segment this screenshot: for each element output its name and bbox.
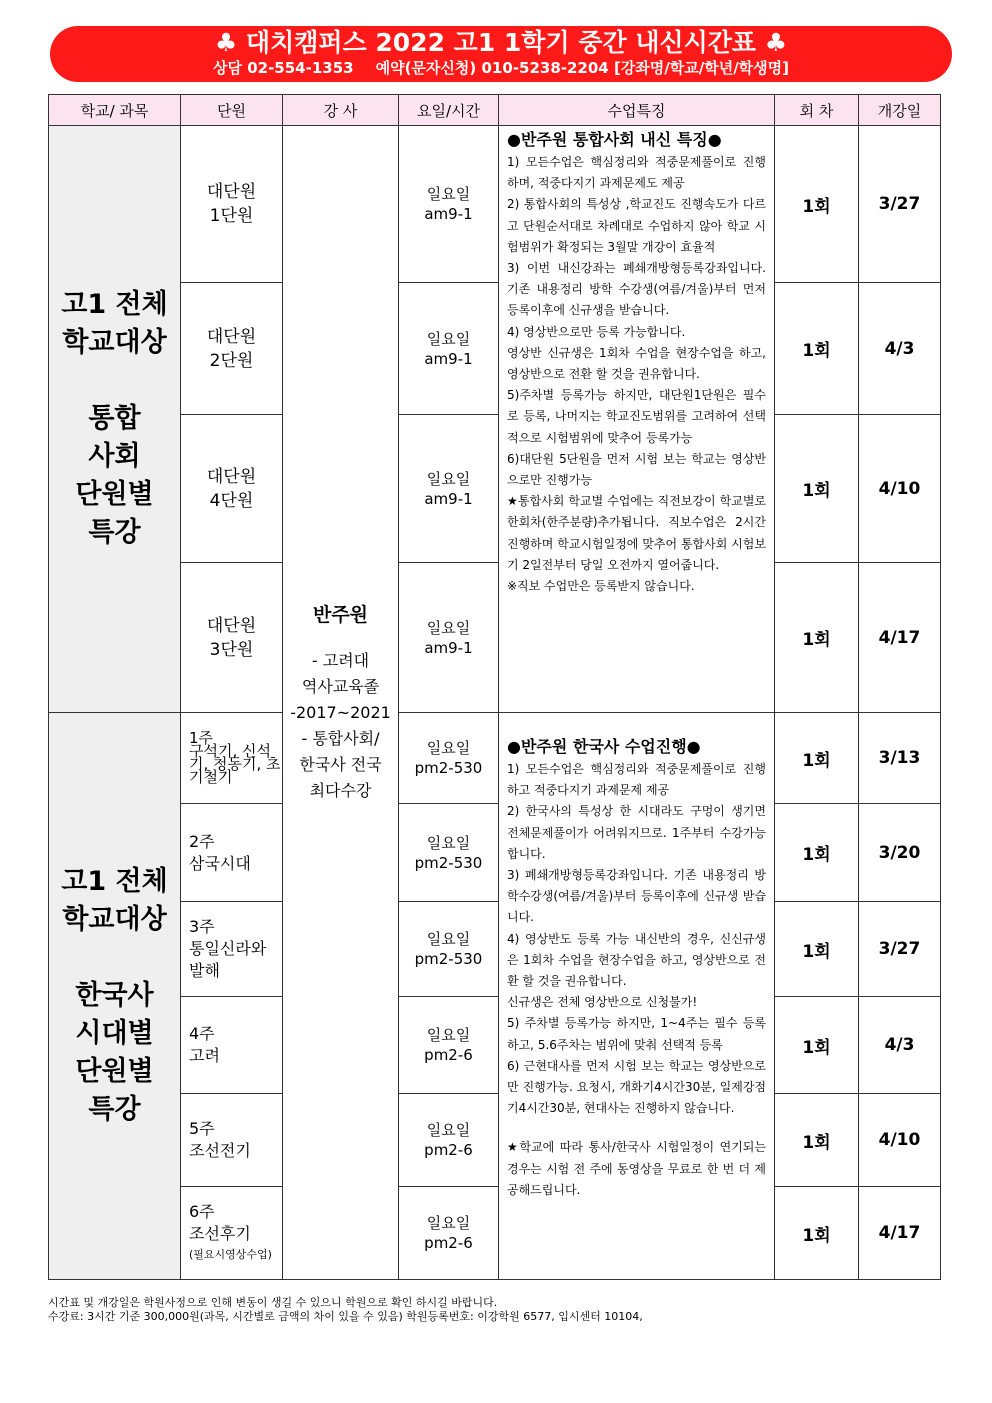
col-header-sessions: 회 차: [775, 95, 859, 126]
title-banner: [50, 26, 952, 82]
footer-line-2: 수강료: 3시간 기준 300,000원(과목, 시간별로 금액의 차이 있을 수 있음) 학원등록번호: 이강학원 6577, 입시센터 10104,: [48, 1310, 643, 1323]
unit-cell: 대단원 4단원: [181, 415, 283, 563]
footer-line-1: 시간표 및 개강일은 학원사정으로 인해 변동이 생길 수 있으니 학원으로 확인 하시길 바랍니다.: [48, 1296, 498, 1309]
session-count: 1회: [775, 713, 859, 804]
week-cell: 2주 삼국시대: [181, 804, 283, 902]
teacher-cell: 반주원 - 고려대 역사교육졸 -2017~2021 - 통합사회/ 한국사 전국 최다수강: [283, 126, 399, 1280]
table-row: [49, 563, 941, 713]
start-date: 3/27: [859, 126, 941, 283]
unit-cell: 대단원 3단원: [181, 563, 283, 713]
feature-title: ●반주원 통합사회 내신 특징●: [507, 130, 722, 149]
teacher-name: 반주원: [312, 603, 369, 626]
week-cell: 5주 조선전기: [181, 1094, 283, 1187]
subject-cell-social: 고1 전체 학교대상 통합 사회 단원별 특강: [49, 126, 181, 713]
table-row: [49, 126, 941, 283]
session-count: 1회: [775, 415, 859, 563]
session-count: 1회: [775, 1187, 859, 1280]
footer-notes: [48, 1296, 643, 1324]
week-cell: 4주 고려: [181, 997, 283, 1094]
unit-cell: 대단원 2단원: [181, 283, 283, 415]
session-count: 1회: [775, 283, 859, 415]
day-time-cell: 일요일 am9-1: [399, 126, 499, 283]
week-cell: 3주 통일신라와 발해: [181, 902, 283, 997]
col-header-start-date: 개강일: [859, 95, 941, 126]
start-date: 4/17: [859, 1187, 941, 1280]
start-date: 3/20: [859, 804, 941, 902]
col-header-unit: 단원: [181, 95, 283, 126]
start-date: 4/10: [859, 1094, 941, 1187]
feature-title: ●반주원 한국사 수업진행●: [507, 737, 701, 756]
col-header-features: 수업특징: [499, 95, 775, 126]
table-row: [49, 415, 941, 563]
table-row: [49, 283, 941, 415]
session-count: 1회: [775, 902, 859, 997]
week-cell: 1주 구석기, 신석기, 청동기, 초기철기: [181, 713, 283, 804]
session-count: 1회: [775, 804, 859, 902]
session-count: 1회: [775, 563, 859, 713]
contact-phone: 상담 02-554-1353: [213, 59, 354, 77]
start-date: 4/17: [859, 563, 941, 713]
day-time-cell: 일요일 pm2-6: [399, 1094, 499, 1187]
col-header-school-subject: 학교/ 과목: [49, 95, 181, 126]
day-time-cell: 일요일 pm2-6: [399, 997, 499, 1094]
start-date: 4/10: [859, 415, 941, 563]
day-time-cell: 일요일 am9-1: [399, 415, 499, 563]
header-row: [49, 95, 941, 126]
unit-cell: 대단원 1단원: [181, 126, 283, 283]
session-count: 1회: [775, 126, 859, 283]
features-cell-history: ●반주원 한국사 수업진행● 1) 모든수업은 핵심정리와 적중문제풀이로 진행하고 적중다지기 과제문제 제공 2) 한국사의 특성상 한 시대라도 구멍이 생기면 전체문제풀이가 어려워지므로. 1주부터 수강가능합니다. 3) 폐쇄개방형등록강좌입니다. 기존 내용정리 방학수강생(여름/겨울)부터 등록이후에 신규생 받습니다. 4) 영상반도 등록 가능 내신반의 경우, 신신규생은 1회차 수업을 현장수업을 하고, 영상반으로 전환 할 것을 권유합니다. 신규생은 전체 영상반으로 신청불가! 5) 주차별 등록가능 하지만, 1~4주는 필수 등록하고, 5.6주차는 범위에 맞춰 선택적 등록 6) 근현대사를 먼저 시험 보는 학교는 영상반으로만 진행가능. 요청시, 개화기4시간30분, 일제강점기4시간30분, 현대사는 진행하지 않습니다. ★학교에 따라 통사/한국사 시험일정이 연기되는 경우는 시험 전 주에 동영상을 무료로 한 번 더 제공해드립니다.: [499, 713, 775, 1280]
table-row: [49, 1187, 941, 1280]
day-time-cell: 일요일 pm2-6: [399, 1187, 499, 1280]
day-time-cell: 일요일 pm2-530: [399, 713, 499, 804]
contact-line: [50, 58, 952, 78]
day-time-cell: 일요일 am9-1: [399, 563, 499, 713]
table-row: [49, 902, 941, 997]
col-header-day-time: 요일/시간: [399, 95, 499, 126]
features-cell-social: ●반주원 통합사회 내신 특징● 1) 모든수업은 핵심정리와 적중문제풀이로 진행하며, 적중다지기 과제문제도 제공 2) 통합사회의 특성상 ,학교진도 진행속도가 다르고 단원순서대로 차례대로 수업하지 않아 학교 시험범위가 확정되는 3월말 개강이 효율적 3) 이번 내신강좌는 폐쇄개방형등록강좌입니다. 기존 내용정리 방학 수강생(여름/겨울)부터 먼저 등록이후에 신규생을 받습니다. 4) 영상반으로만 등록 가능합니다. 영상반 신규생은 1회차 수업을 현장수업을 하고, 영상반으로 전환 할 것을 권유합니다. 5)주차별 등록가능 하지만, 대단원1단원은 필수로 등록, 나머지는 학교진도범위를 고려하여 선택적으로 시험범위에 맞추어 등록가능 6)대단원 5단원을 먼저 시험 보는 학교는 영상반으로만 진행가능 ★통합사회 학교별 수업에는 직전보강이 학교별로 한회차(한주분량)추가됩니다. 직보수업은 2시간 진행하며 학교시험일정에 맞추어 통합사회 시험보기 2일전부터 당일 오전까지 열어줍니다. ※직보 수업만은 등록받지 않습니다.: [499, 126, 775, 713]
subject-cell-history: 고1 전체 학교대상 한국사 시대별 단원별 특강: [49, 713, 181, 1280]
timetable: [48, 94, 941, 1280]
week-cell: 6주 조선후기 (필요시영상수업): [181, 1187, 283, 1280]
table-row: [49, 713, 941, 804]
session-count: 1회: [775, 997, 859, 1094]
day-time-cell: 일요일 am9-1: [399, 283, 499, 415]
page-title: ♣ 대치캠퍼스 2022 고1 1학기 중간 내신시간표 ♣: [214, 28, 788, 57]
reservation-info: 예약(문자신청) 010-5238-2204 [강좌명/학교/학년/학생명]: [375, 59, 789, 77]
start-date: 4/3: [859, 997, 941, 1094]
col-header-teacher: 강 사: [283, 95, 399, 126]
table-row: [49, 997, 941, 1094]
start-date: 3/13: [859, 713, 941, 804]
start-date: 3/27: [859, 902, 941, 997]
table-row: [49, 1094, 941, 1187]
table-row: [49, 804, 941, 902]
day-time-cell: 일요일 pm2-530: [399, 902, 499, 997]
session-count: 1회: [775, 1094, 859, 1187]
day-time-cell: 일요일 pm2-530: [399, 804, 499, 902]
start-date: 4/3: [859, 283, 941, 415]
